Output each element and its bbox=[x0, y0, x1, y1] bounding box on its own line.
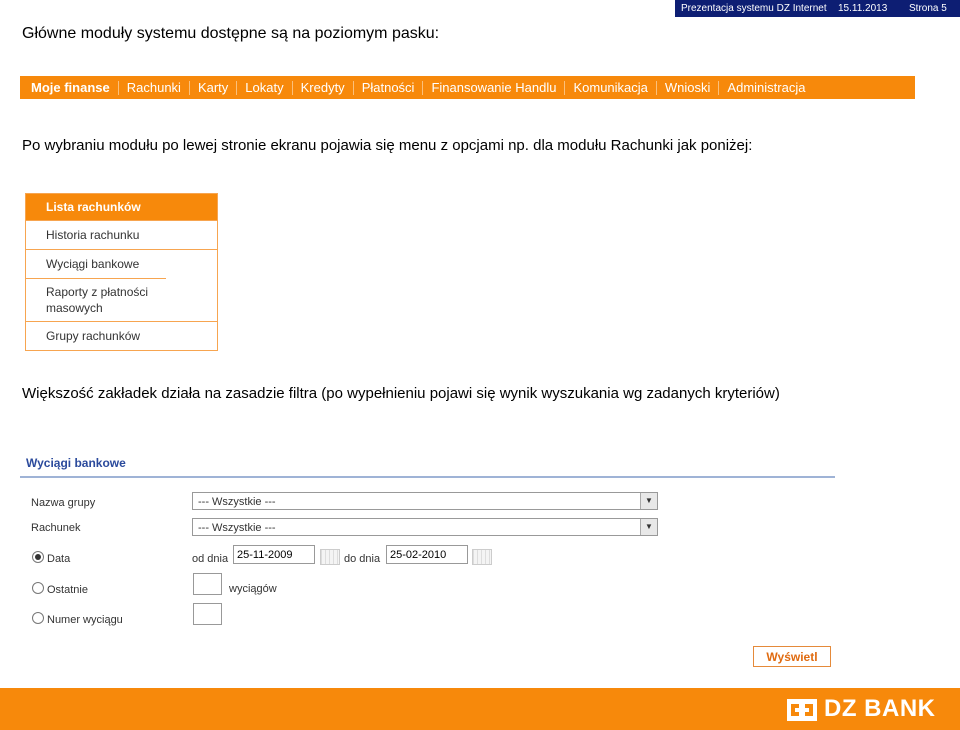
chevron-down-icon[interactable]: ▼ bbox=[640, 493, 657, 509]
module-navbar bbox=[20, 76, 915, 99]
from-date-input[interactable]: 25-11-2009 bbox=[233, 545, 315, 564]
presentation-date: 15.11.2013 bbox=[838, 3, 888, 14]
to-date-label: do dnia bbox=[344, 553, 381, 565]
to-date-input[interactable]: 25-02-2010 bbox=[386, 545, 468, 564]
radio-number-label: Numer wyciągu bbox=[47, 614, 123, 626]
radio-date-label: Data bbox=[47, 553, 71, 565]
presentation-title: Prezentacja systemu DZ Internet bbox=[681, 3, 827, 14]
submenu-lista-rachunkow[interactable]: Lista rachunków bbox=[26, 194, 217, 220]
nav-finansowanie-handlu[interactable]: Finansowanie Handlu bbox=[423, 81, 565, 95]
top-info-bar bbox=[675, 0, 960, 17]
chevron-down-icon[interactable]: ▼ bbox=[640, 519, 657, 535]
submenu-raporty[interactable]: Raporty z płatności masowych bbox=[26, 278, 166, 321]
intro-text: Po wybraniu modułu po lewej stronie ekranu pojawia się menu z opcjami np. dla modułu Rachunki jak poniżej: bbox=[22, 137, 753, 154]
nav-kredyty[interactable]: Kredyty bbox=[293, 81, 354, 95]
submenu-wyciagi-bankowe[interactable]: Wyciągi bankowe bbox=[26, 249, 217, 278]
page-heading: Główne moduły systemu dostępne są na poziomym pasku: bbox=[22, 25, 440, 42]
statements-label: wyciągów bbox=[229, 583, 277, 595]
nav-komunikacja[interactable]: Komunikacja bbox=[565, 81, 656, 95]
account-select[interactable] bbox=[192, 518, 658, 536]
radio-number[interactable] bbox=[32, 612, 44, 624]
form-divider bbox=[20, 476, 835, 478]
filter-note: Większość zakładek działa na zasadzie filtra (po wypełnieniu pojawi się wynik wyszukania wg zadanych kryteriów) bbox=[22, 385, 780, 402]
group-select[interactable] bbox=[192, 492, 658, 510]
nav-platnosci[interactable]: Płatności bbox=[354, 81, 424, 95]
radio-date[interactable] bbox=[32, 551, 44, 563]
group-select-value: --- Wszystkie --- bbox=[198, 496, 276, 508]
nav-moje-finanse[interactable]: Moje finanse bbox=[20, 81, 119, 95]
accounts-submenu bbox=[25, 193, 218, 351]
from-date-label: od dnia bbox=[192, 553, 229, 565]
show-button[interactable]: Wyświetl bbox=[753, 646, 831, 667]
calendar-icon[interactable] bbox=[472, 549, 492, 565]
nav-wnioski[interactable]: Wnioski bbox=[657, 81, 720, 95]
radio-latest[interactable] bbox=[32, 582, 44, 594]
nav-administracja[interactable]: Administracja bbox=[727, 79, 806, 95]
nav-rachunki[interactable]: Rachunki bbox=[119, 81, 190, 95]
calendar-icon[interactable] bbox=[320, 549, 340, 565]
account-label: Rachunek bbox=[31, 522, 81, 534]
statement-number-input[interactable] bbox=[193, 603, 222, 625]
radio-latest-label: Ostatnie bbox=[47, 584, 88, 596]
group-label: Nazwa grupy bbox=[31, 497, 96, 509]
submenu-historia-rachunku[interactable]: Historia rachunku bbox=[26, 220, 217, 249]
submenu-grupy-rachunkow[interactable]: Grupy rachunków bbox=[26, 321, 217, 350]
nav-karty[interactable]: Karty bbox=[190, 81, 237, 95]
page-number: Strona 5 bbox=[909, 3, 947, 14]
account-select-value: --- Wszystkie --- bbox=[198, 522, 276, 534]
nav-lokaty[interactable]: Lokaty bbox=[237, 81, 292, 95]
latest-count-input[interactable] bbox=[193, 573, 222, 595]
dz-bank-logo: DZ BANK bbox=[824, 695, 936, 722]
form-title: Wyciągi bankowe bbox=[26, 456, 126, 470]
dz-bank-logo-icon bbox=[787, 699, 817, 721]
